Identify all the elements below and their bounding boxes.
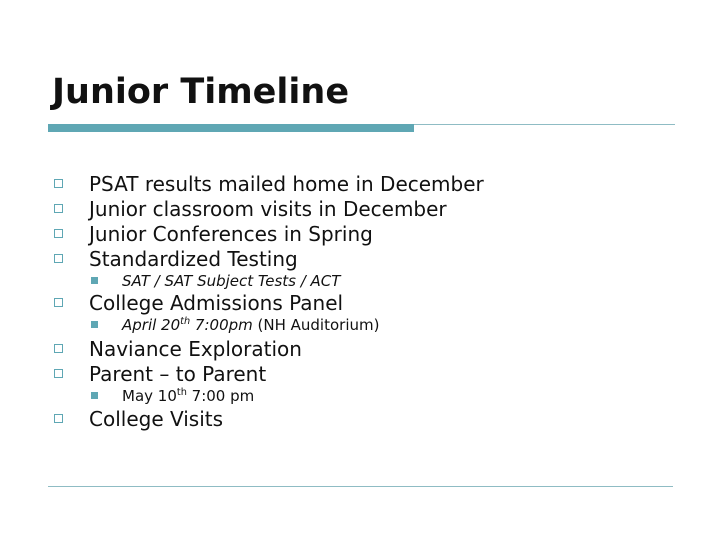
bullet-text: Naviance Exploration	[89, 337, 302, 361]
footer-divider	[48, 486, 673, 487]
filled-square-bullet-icon	[91, 392, 98, 399]
sub-bullet-text: April 20th 7:00pm (NH Auditorium)	[122, 316, 380, 334]
square-bullet-icon	[54, 179, 63, 188]
square-bullet-icon	[54, 298, 63, 307]
title-accent-bar	[48, 124, 414, 132]
square-bullet-icon	[54, 369, 63, 378]
bullet-text: College Visits	[89, 407, 224, 431]
bullet-text: Standardized Testing	[89, 247, 298, 271]
sub-bullet-text: SAT / SAT Subject Tests / ACT	[122, 272, 341, 290]
bullet-text: Junior Conferences in Spring	[89, 222, 373, 246]
square-bullet-icon	[54, 344, 63, 353]
filled-square-bullet-icon	[91, 277, 98, 284]
filled-square-bullet-icon	[91, 321, 98, 328]
square-bullet-icon	[54, 254, 63, 263]
sub-bullet-text: May 10th 7:00 pm	[122, 387, 255, 405]
bullet-text: Junior classroom visits in December	[89, 197, 447, 221]
square-bullet-icon	[54, 204, 63, 213]
bullet-text: PSAT results mailed home in December	[89, 172, 484, 196]
bullet-text: Parent – to Parent	[89, 362, 267, 386]
square-bullet-icon	[54, 229, 63, 238]
bullet-text: College Admissions Panel	[89, 291, 344, 315]
slide-title: Junior Timeline	[52, 72, 350, 112]
square-bullet-icon	[54, 414, 63, 423]
